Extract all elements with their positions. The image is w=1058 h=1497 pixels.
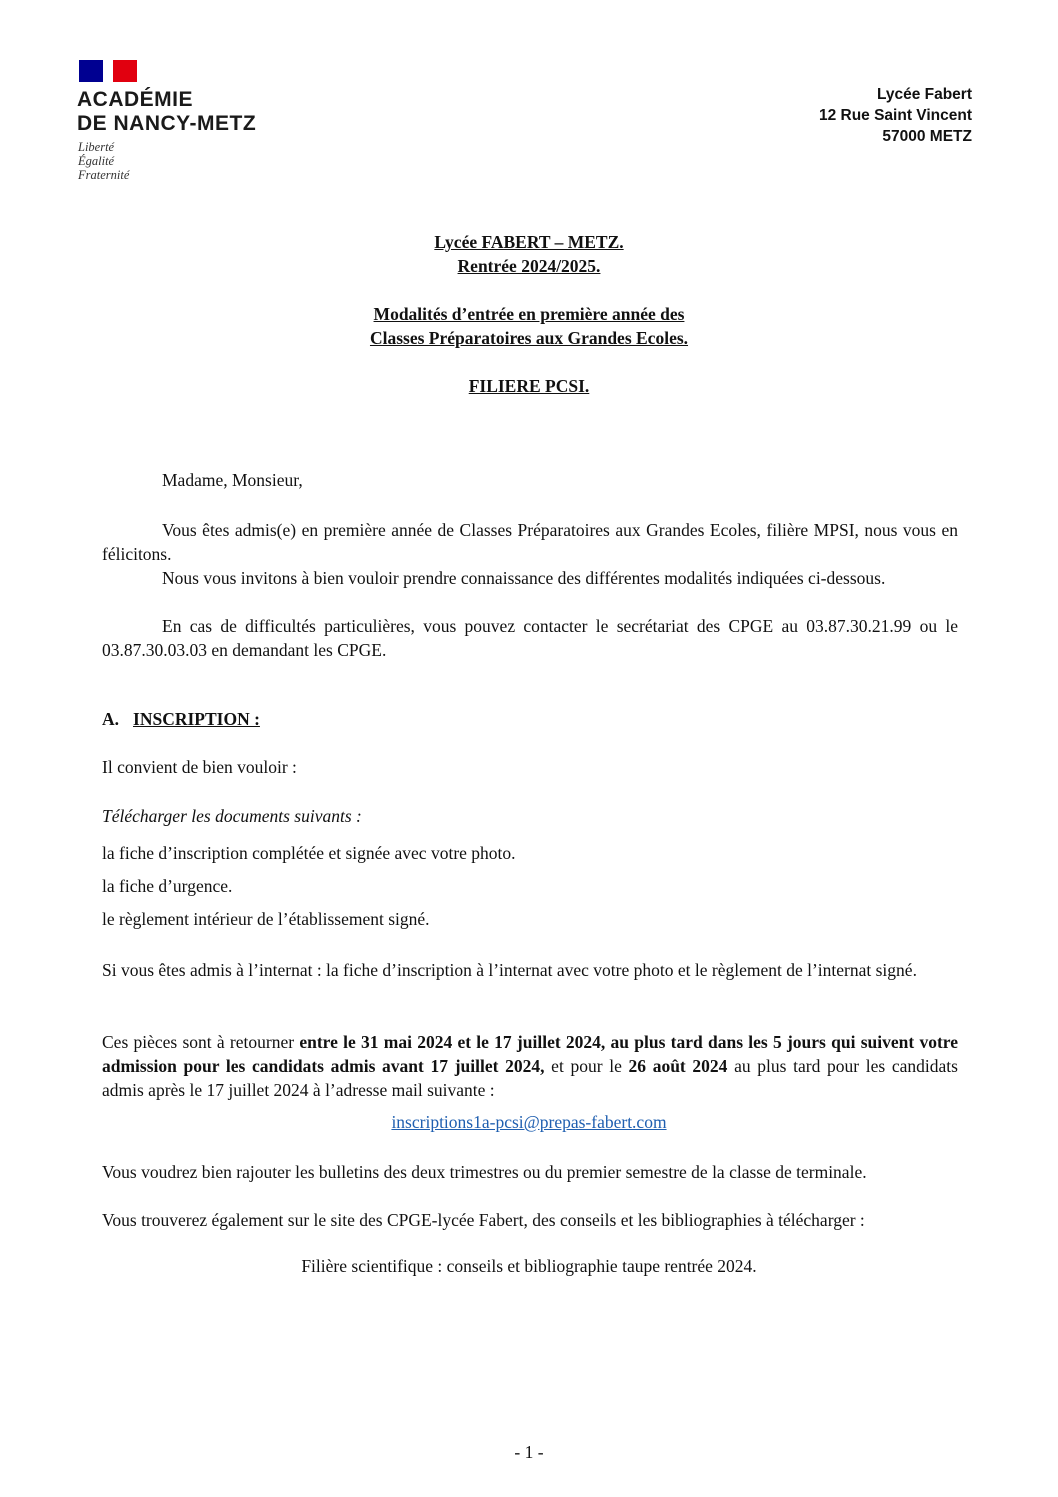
download-label: Télécharger les documents suivants : [102,806,362,826]
return-paragraph: Ces pièces sont à retourner entre le 31 mai 2024 et le 17 juillet 2024, au plus tard dans les 5 jours qui suivent votre admission pour les candidats admis avant 17 juillet 2024, et pour le 26 août 2024 au plus tard pour les candidats admis après le 17 juillet 2024 à l’adresse mail suivante : [102,1032,958,1100]
title-school: Lycée FABERT – METZ. [434,232,624,252]
title-modalities-1: Modalités d’entrée en première année des [373,304,685,324]
motto-egalite: Égalité [78,154,115,168]
motto-fraternite: Fraternité [78,168,130,182]
title-year: Rentrée 2024/2025. [457,256,601,276]
document-item: le règlement intérieur de l’établissement signé. [102,909,430,929]
address-line: 12 Rue Saint Vincent [818,107,972,124]
section-a-intro: Il convient de bien vouloir : [102,757,297,777]
internat-paragraph: Si vous êtes admis à l’internat : la fiche d’inscription à l’internat avec votre photo et le règlement de l’internat signé. [102,960,917,980]
paragraph-contact: En cas de difficultés particulières, vous pouvez contacter le secrétariat des CPGE au 03.87.30.21.99 ou le 03.87.30.03.03 en demandant les CPGE. [102,616,958,660]
email-link[interactable]: inscriptions1a-pcsi@prepas-fabert.com [391,1112,667,1132]
page-number: - 1 - [514,1442,544,1462]
title-modalities-2: Classes Préparatoires aux Grandes Ecoles. [369,328,689,348]
paragraph-admission: Vous êtes admis(e) en première année de Classes Préparatoires aux Grandes Ecoles, filière MPSI, nous vous en félicitons. [102,520,958,564]
bibliography-link[interactable]: Filière scientifique : conseils et bibliographie taupe rentrée 2024. [301,1256,757,1276]
email-row [0,1112,1058,1133]
document-item: la fiche d’inscription complétée et signée avec votre photo. [102,843,516,863]
document-item: la fiche d’urgence. [102,876,233,896]
motto-liberte: Liberté [78,140,115,154]
academie-logo [62,50,292,200]
address-line: 57000 METZ [882,128,972,145]
section-a-heading: A. INSCRIPTION : [102,709,260,729]
bulletins-paragraph: Vous voudrez bien rajouter les bulletins des deux trimestres ou du premier semestre de la classe de terminale. [102,1162,867,1182]
title-filiere: FILIERE PCSI. [468,376,590,396]
logo-line-2: DE NANCY-METZ [77,112,257,135]
school-address [819,84,972,147]
marianne-flag-icon [79,60,137,82]
greeting: Madame, Monsieur, [162,470,303,490]
address-line: Lycée Fabert [876,86,972,103]
paragraph-modalities: Nous vous invitons à bien vouloir prendre connaissance des différentes modalités indiquées ci-dessous. [162,568,886,588]
site-paragraph: Vous trouverez également sur le site des CPGE-lycée Fabert, des conseils et les bibliographies à télécharger : [102,1210,865,1230]
logo-line-1: ACADÉMIE [77,88,194,111]
